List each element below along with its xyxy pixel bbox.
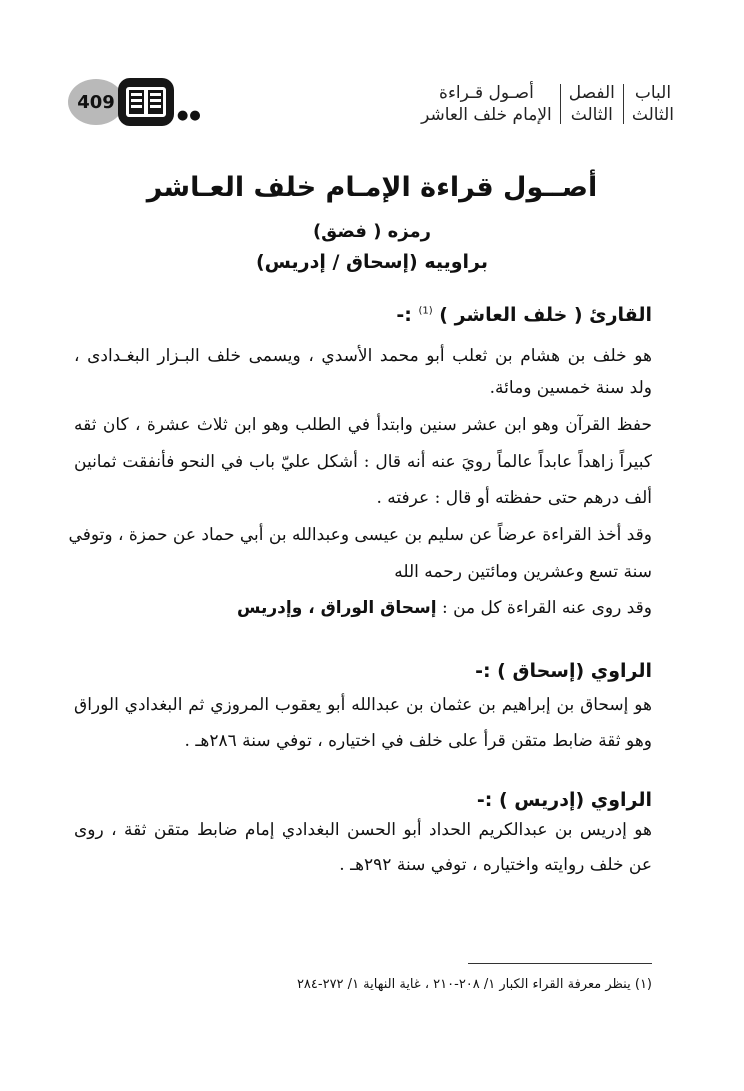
body-line: هو إدريس بن عبدالكريم الحداد أبو الحسن البغدادي إمام ضابط متقن ثقة ، روى xyxy=(74,820,652,840)
header-chapter xyxy=(624,82,682,126)
narrated-by-line xyxy=(237,596,652,620)
chapter-label: الباب xyxy=(634,83,672,103)
narrators-line: براوييه (إسحاق / إدريس) xyxy=(255,251,489,273)
topic-line-2: الإمام خلف العاشر xyxy=(421,105,552,125)
footnote-rule xyxy=(468,963,652,964)
qari-heading-suffix: :- xyxy=(396,304,412,326)
page-badge xyxy=(68,78,202,126)
rawi-idris-heading: الراوي (إدريس ) :- xyxy=(476,789,652,811)
header-section xyxy=(561,82,623,126)
book-icon xyxy=(118,78,174,126)
page-number: 409 xyxy=(68,79,124,125)
body-line: ولد سنة خمسين ومائة. xyxy=(489,378,652,398)
dots-icon: ●● xyxy=(177,107,202,123)
topic-line-1: أصـول قـراءة xyxy=(439,83,534,103)
header-topic xyxy=(415,82,560,126)
page-title: أصــول قراءة الإمـام خلف العـاشر xyxy=(146,172,598,203)
narrated-names: إسحاق الوراق ، وإدريس xyxy=(236,598,437,618)
body-line: وقد أخذ القراءة عرضاً عن سليم بن عيسى وعبدالله بن أبي حماد عن حمزة ، وتوفي xyxy=(68,525,652,545)
qari-heading-text: القارئ ( خلف العاشر ) xyxy=(439,304,652,326)
rawi-ishaq-heading: الراوي (إسحاق ) :- xyxy=(475,660,652,682)
body-line: سنة تسع وعشرين ومائتين رحمه الله xyxy=(394,562,652,582)
footnote-ref: (1) xyxy=(418,305,433,317)
section-value: الثالث xyxy=(570,105,613,125)
section-label: الفصل xyxy=(568,83,615,103)
body-line: هو خلف بن هشام بن ثعلب أبو محمد الأسدي ، ويسمى خلف البـزار البغـدادى ، xyxy=(74,346,652,366)
chapter-value: الثالث xyxy=(631,105,674,125)
header-divider xyxy=(623,84,624,124)
running-header xyxy=(415,82,682,126)
body-line: عن خلف روايته واختياره ، توفي سنة ٢٩٢هـ . xyxy=(339,855,652,875)
narrated-prefix: وقد روى عنه القراءة كل من : xyxy=(441,598,652,618)
symbol-line: رمزه ( فضق) xyxy=(312,221,432,242)
body-line: وهو ثقة ضابط متقن قرأ على خلف في اختياره ، توفي سنة ٢٨٦هـ . xyxy=(184,731,652,751)
body-line: هو إسحاق بن إبراهيم بن عثمان بن عبدالله أبو يعقوب المروزي ثم البغدادي الوراق xyxy=(74,695,652,715)
body-line: ألف درهم حتى حفظته أو قال : عرفته . xyxy=(376,488,652,508)
header-divider xyxy=(560,84,561,124)
body-line: كبيراً زاهداً عابداً عالماً رويَ عنه أنه قال : أشكل عليّ باب في النحو فأنفقت ثمانين xyxy=(74,452,652,472)
footnote: (١) ينظر معرفة القراء الكبار ١/ ٢٠٨-٢١٠ ، غاية النهاية ١/ ٢٧٢-٢٨٤ xyxy=(296,977,652,992)
qari-heading xyxy=(396,304,652,326)
body-line: حفظ القرآن وهو ابن عشر سنين وابتدأ في الطلب وهو ابن ثلاث عشرة ، كان ثقه xyxy=(74,415,652,435)
